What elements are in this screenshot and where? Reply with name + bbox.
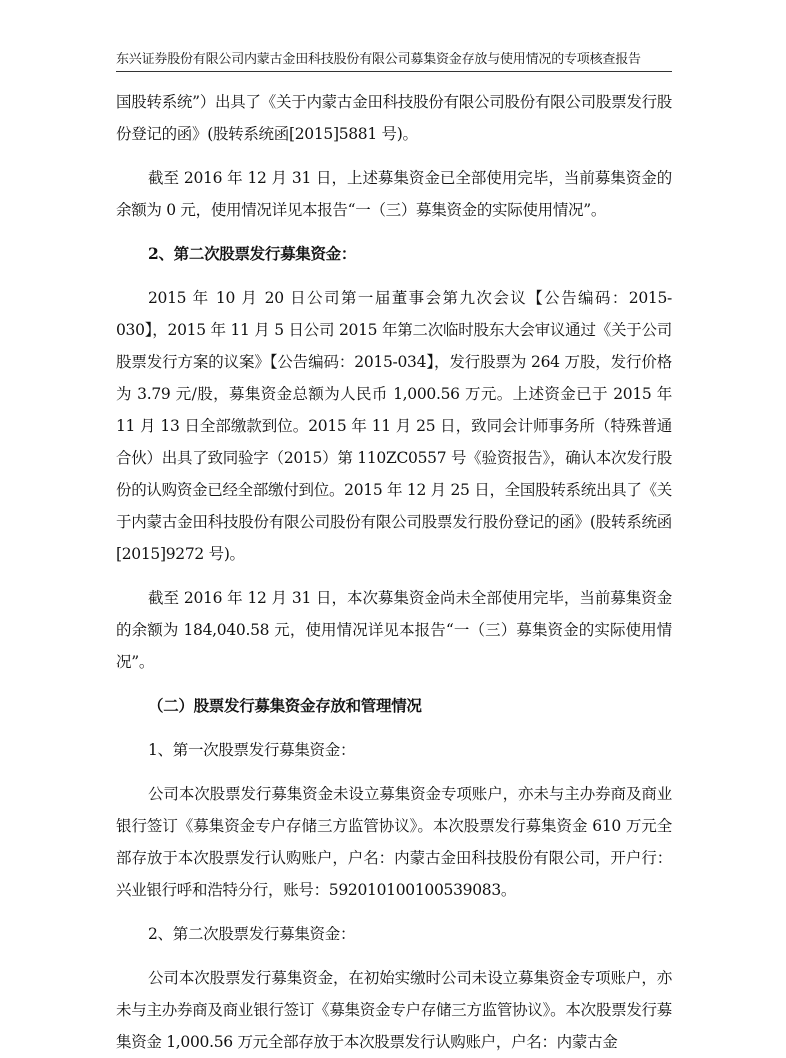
section-heading-storage-management: （二）股票发行募集资金存放和管理情况 <box>148 696 422 715</box>
subheading-first-raise: 1、第一次股票发行募集资金： <box>148 741 356 759</box>
document-body <box>116 86 672 1058</box>
running-header: 东兴证券股份有限公司内蒙古金田科技股份有限公司募集资金存放与使用情况的专项核查报告 <box>116 52 641 67</box>
paragraph-first-raise-balance: 截至 2016 年 12 月 31 日，上述募集资金已全部使用完毕，当前募集资金的余额为 0 元，使用情况详见本报告“一（三）募集资金的实际使用情况”。 <box>116 169 672 219</box>
paragraph-second-raise-balance: 截至 2016 年 12 月 31 日，本次募集资金尚未全部使用完毕，当前募集资金的余额为 184,040.58 元，使用情况详见本报告“一（三）募集资金的实际使用情况”。 <box>116 589 672 671</box>
paragraph-second-raise-details: 2015 年 10 月 20 日公司第一届董事会第九次会议【公告编码：2015-030】，2015 年 11 月 5 日公司 2015 年第二次临时股东大会审议通过《关于公司股票发行方案的议案》【公告编码：2015-034】，发行股票为 264 万股，发行价格为 3.79 元/股，募集资金总额为人民币 1,000.56 万元。上述资金已于 2015 年 11 月 13 日全部缴款到位。2015 年 11 月 25 日，致同会计师事务所（特殊普通合伙）出具了致同验字（2015）第 110ZC0557 号《验资报告》，确认本次发行股份的认购资金已经全部缴付到位。2015 年 12 月 25 日，全国股转系统出具了《关于内蒙古金田科技股份有限公司股份有限公司股票发行股份登记的函》(股转系统函[2015]9272 号)。 <box>116 289 672 563</box>
header-divider <box>116 71 672 72</box>
subheading-second-raise: 2、第二次股票发行募集资金： <box>148 925 356 943</box>
heading-second-raise: 2、第二次股票发行募集资金： <box>148 244 357 263</box>
paragraph-second-raise-account: 公司本次股票发行募集资金，在初始实缴时公司未设立募集资金专项账户，亦未与主办券商及商业银行签订《募集资金专户存储三方监管协议》。本次股票发行募集资金 1,000.56 万元全部存放于本次股票发行认购账户，户名：内蒙古金 <box>116 969 672 1051</box>
paragraph-first-raise-account: 公司本次股票发行募集资金未设立募集资金专项账户，亦未与主办券商及商业银行签订《募集资金专户存储三方监管协议》。本次股票发行募集资金 610 万元全部存放于本次股票发行认购账户，户名：内蒙古金田科技股份有限公司，开户行：兴业银行呼和浩特分行，账号：592010100100539083。 <box>116 785 672 899</box>
paragraph-continuation: 国股转系统”）出具了《关于内蒙古金田科技股份有限公司股份有限公司股票发行股份登记的函》(股转系统函[2015]5881 号)。 <box>116 93 672 143</box>
